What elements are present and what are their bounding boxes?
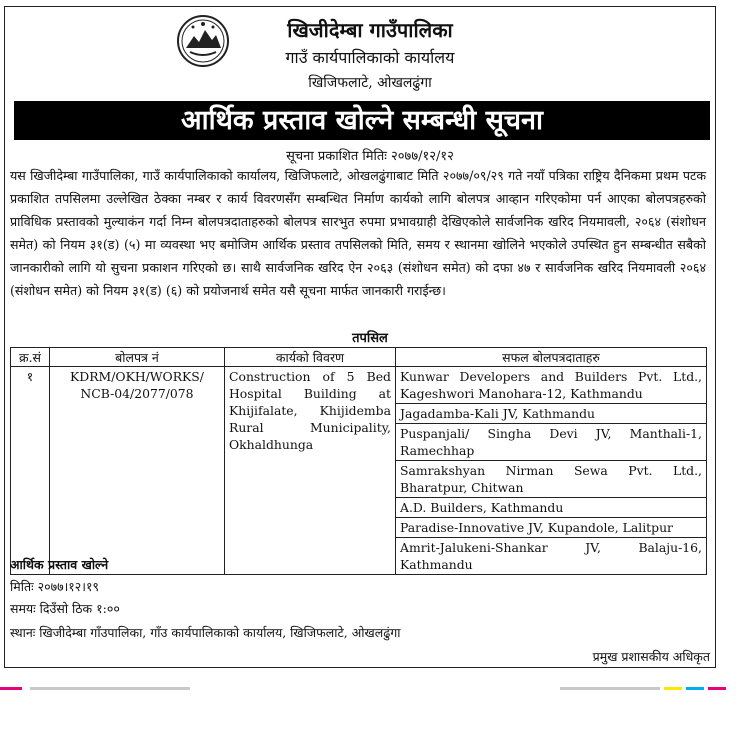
office-department: गाउँ कार्यपालिकाको कार्यालय [285,48,455,67]
bidders-table [10,347,707,575]
table-row [11,367,707,404]
description-cell: Construction of 5 Bed Hospital Building at Khijifalate, Khijidemba Rural Municipality, Okhaldhunga [225,367,396,575]
office-name: खिजीदेम्बा गाउँपालिका [287,18,453,42]
notice-title: आर्थिक प्रस्ताव खोल्ने सम्बन्धी सूचना [14,101,710,140]
print-strip-magenta [0,687,22,690]
header-bidders: सफल बोलपत्रदाताहरु [396,348,707,367]
signatory: प्रमुख प्रशासकीय अधिकृत [592,649,710,664]
bidder-cell: Samrakshyan Nirman Sewa Pvt. Ltd., Bharatpur, Chitwan [396,461,707,498]
opening-time: समयः दिउँसो ठिक १:०० [10,601,120,616]
table-header-row [11,348,707,367]
bidder-cell: Jagadamba-Kali JV, Kathmandu [396,404,707,424]
bidder-cell: Paradise-Innovative JV, Kupandole, Lalitpur [396,518,707,538]
opening-place: स्थानः खिजीदेम्बा गाँउपालिका, गाँउ कार्यपालिकाको कार्यालय, खिजिफलाटे, ओखलढुंगा [10,625,401,640]
bidder-cell: Puspanjali/ Singha Devi JV, Manthali-1, Ramechhap [396,424,707,461]
bidder-cell: A.D. Builders, Kathmandu [396,498,707,518]
bidder-cell: Kunwar Developers and Builders Pvt. Ltd., Kageshwori Manohara-12, Kathmandu [396,367,707,404]
opening-heading: आर्थिक प्रस्ताव खोल्ने [10,557,109,572]
details-heading: तपसिल [352,331,388,346]
header-description: कार्यको विवरण [225,348,396,367]
office-location: खिजिफलाटे, ओखलढुंगा [308,75,432,91]
print-strip-magenta-right [708,687,726,690]
header-serial: क्र.सं [11,348,50,367]
opening-date: मितिः २०७७।१२।१९ [10,579,100,594]
serial-cell: १ [11,367,50,575]
publish-date: सूचना प्रकाशित मितिः २०७७/१२/१२ [286,149,454,164]
print-strip-yellow [664,687,682,690]
bid-number-cell: KDRM/OKH/WORKS/ NCB-04/2077/078 [50,367,225,575]
bidder-cell: Amrit-Jalukeni-Shankar JV, Balaju-16, Kathmandu [396,538,707,575]
print-strip-cyan [686,687,704,690]
header-bid-number: बोलपत्र नं [50,348,225,367]
notice-body: यस खिजीदेम्बा गाउँपालिका, गाउँ कार्यपालिकाको कार्यालय, खिजिफलाटे, ओखलढुंगाबाट मिति २०७७/०९/२९ गते नयाँ पत्रिका राष्ट्रिय दैनिकमा प्रथम पटक प्रकाशित तपसिलमा उल्लेखित ठेक्का नम्बर र कार्य विवरणसँग सम्बन्धित निर्माण कार्यको लागि बोलपत्र आव्हान गरिएकोमा पर्न आएका बोलपत्रहरुको प्राविधिक प्रस्तावको मुल्याकंन गर्दा निम्न बोलपत्रदाताहरुको बोलपत्र सारभुत रुपमा प्रभावग्राही देखिएकोले सार्वजनिक खरिद नियमावली, २०६४ (संशोधन समेत) को नियम ३१(ड) (५) मा व्यवस्था भए बमोजिम आर्थिक प्रस्ताव तपसिलको मिति, समय र स्थानमा खोलिने भएकोले उपस्थित हुन सम्बन्धीत सबैको जानकारीको लागि यो सुचना प्रकाशन गरिएको छ। साथै सार्वजनिक खरिद ऐन २०६३ (संशोधन समेत) को दफा ४७ र सार्वजनिक खरिद नियमावली २०६४ (संशोधन समेत) को नियम ३१(ड) (६) को प्रयोजनार्थ समेत यसै सूचना मार्फत जानकारी गराईन्छ। [10,168,706,298]
print-strip-gray-right [560,687,660,690]
print-strip-gray-left [30,687,190,690]
